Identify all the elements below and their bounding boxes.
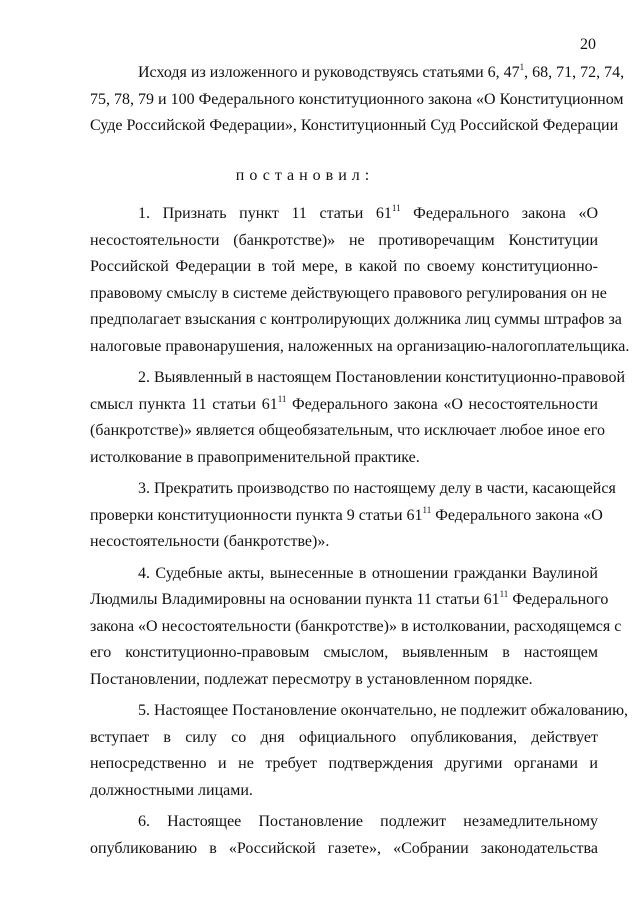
item-2 <box>90 365 626 471</box>
item-4-line-2-text-a: Людмилы Владимировны на основании пункта 11 статьи 61 <box>90 591 500 608</box>
item-4-line-2 <box>90 587 609 614</box>
item-1 <box>90 201 630 360</box>
item-5-line-1: 5. Настоящее Постановление окончательно, не подлежит обжалованию, <box>138 702 629 719</box>
item-3-superscript: 11 <box>422 504 432 515</box>
item-6-line-1: 6. Настоящее Постановление подлежит незамедлительному <box>138 813 598 830</box>
item-1-line-1 <box>90 201 598 228</box>
ruling-heading: постановил: <box>235 167 375 184</box>
item-3-line-3: несостоятельности (банкротстве)». <box>90 533 330 550</box>
item-1-line-1-text-b: Федерального закона «О <box>400 205 599 222</box>
item-1-line-5: предполагает взыскания с контролирующих должника лиц суммы штрафов за <box>90 311 622 328</box>
intro-line-1 <box>90 60 625 87</box>
item-1-line-4: правовому смыслу в системе действующего правового регулирования он не <box>90 284 607 302</box>
item-2-line-2-text-a: смысл пункта 11 статьи 61 <box>90 395 278 413</box>
item-6-line-2: опубликованию в «Российской газете», «Собрании законодательства <box>90 839 598 857</box>
item-2-superscript: 11 <box>277 393 287 404</box>
item-2-line-4: истолкование в правоприменительной практике. <box>90 448 420 466</box>
item-3-line-2-text-a: проверки конституционности пункта 9 статьи 61 <box>90 506 423 524</box>
intro-paragraph <box>90 60 625 140</box>
item-4-line-5: Постановлении, подлежат пересмотру в установленном порядке. <box>90 670 533 688</box>
item-4-superscript: 11 <box>499 589 509 599</box>
item-2-line-3: (банкротстве)» является общеобязательным, что исключает любое иное его <box>90 422 606 439</box>
item-2-line-2 <box>90 392 598 419</box>
item-1-line-6: налоговые правонарушения, наложенных на организацию-налогоплательщика. <box>90 337 630 355</box>
intro-line-3: Суде Российской Федерации», Конституционный Суд Российской Федерации <box>90 117 619 134</box>
item-4-line-3: закона «О несостоятельности (банкротстве)» в истолковании, расходящемся с <box>90 617 622 635</box>
item-3-line-1: 3. Прекратить производство по настоящему делу в части, касающейся <box>138 480 616 497</box>
item-1-line-2: несостоятельности (банкротстве)» не противоречащим Конституции <box>90 231 598 249</box>
item-2-line-1: 2. Выявленный в настоящем Постановлении конституционно-правовой <box>138 369 626 386</box>
item-6 <box>90 809 598 862</box>
item-1-line-1-text-a: 1. Признать пункт 11 статьи 61 <box>138 205 392 222</box>
item-4-line-1: 4. Судебные акты, вынесенные в отношении гражданки Ваулиной <box>138 564 598 582</box>
item-4 <box>90 561 622 694</box>
item-1-superscript: 11 <box>391 203 401 213</box>
item-5-line-4: должностными лицами. <box>90 781 253 799</box>
item-5-line-3: непосредственно и не требует подтверждения другими органами и <box>90 755 598 772</box>
item-5 <box>90 698 629 804</box>
item-2-line-2-text-b: Федерального закона «О несостоятельности <box>286 395 598 413</box>
item-3-line-2-text-b: Федерального закона «О <box>431 506 603 524</box>
item-4-line-4: его конституционно-правовым смыслом, выявленным в настоящем <box>90 644 598 661</box>
item-5-line-2: вступает в силу со дня официального опубликования, действует <box>90 728 598 746</box>
item-1-line-3: Российской Федерации в той мере, в какой по своему конституционно- <box>90 258 598 275</box>
item-3-line-2 <box>90 503 603 530</box>
intro-superscript: 1 <box>519 62 525 72</box>
ruling-items <box>90 201 630 867</box>
intro-line-2: 75, 78, 79 и 100 Федерального конституционного закона «О Конституционном <box>90 90 624 108</box>
item-3 <box>90 476 616 556</box>
item-4-line-2-text-b: Федерального <box>508 591 609 608</box>
intro-line-1-text-a: Исходя из изложенного и руководствуясь статьями 6, 47 <box>138 64 520 81</box>
page-number: 20 <box>580 36 596 53</box>
intro-line-1-text-b: , 68, 71, 72, 74, <box>524 64 625 81</box>
